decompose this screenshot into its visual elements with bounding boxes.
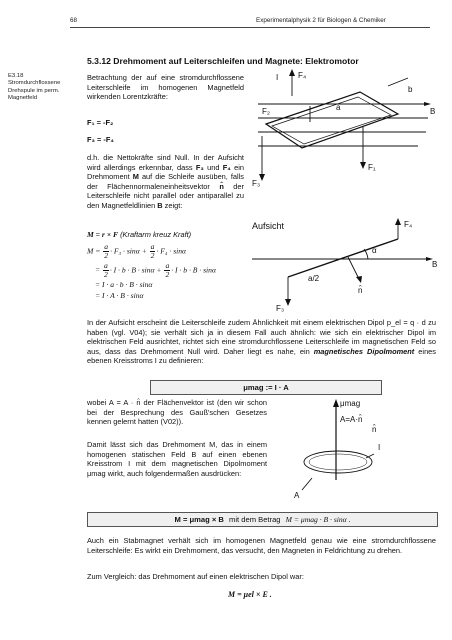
derivation-line-1 [87,243,216,260]
label-f4: F₄ [404,220,413,229]
net-force-paragraph [87,153,244,211]
torque-magnitude-formula: M = μmag · B · sinα . [285,515,351,524]
label-area-vector: A=A·n̂ [340,415,363,424]
frac-den: 2 [150,251,155,260]
magnetic-moment-box: μmag := I · A [150,380,382,395]
label-current: I [378,443,381,452]
m-symbol: M [132,172,139,182]
running-title: Experimentalphysik 2 für Biologen & Chemiker [256,17,386,24]
torque-box-text: mit dem Betrag [229,515,281,524]
surface-vector-paragraph: wobei A = A · n̂ der Flächenvektor ist (den wir schon bei der Besprechung des Gauß'schen Gesetzes kennen gelernt hatten (V02)). [87,398,267,427]
label-alpha: α [372,246,377,255]
eq-term: · I · b · B · sinα + [109,265,162,275]
text-run: In der Aufsicht erscheint die Leiterschleife zudem Ähnlichkeit mit einem elektrischen Dipol p_el = q · d zu haben (vgl. V04); sie verhält sich ja in diesem Fall auch ähnlich: wie sich ein elektrischer Dipol im elektrischen Feld ausrichtet, richtet sich eine stromdurchflossene Leiterschleife im magnetischen Feld so aus, dass das Drehmoment Null wird. Daher liegt es nahe, ein [87,318,436,356]
arrowhead [333,399,339,407]
frac-den: 2 [104,270,108,279]
label-field: B [432,260,438,269]
label-f3: F₃ [252,179,261,188]
force-equation-1: F₁ = -F₂ [87,118,114,127]
f3-symbol: F₃ [195,162,204,172]
frac-num: a [150,242,155,251]
top-view-figure [248,215,440,315]
text-run: eines ebenen Kreisstroms I zu definieren: [87,346,436,366]
header-rule [70,27,430,28]
intro-paragraph: Betrachtung der auf eine stromdurchflossene Leiterschleife im homogenen Magnetfeld wirkenden Lorentzkräfte: [87,73,244,102]
f4-symbol: F₄ [222,162,231,172]
n-hat-symbol: n̂ [219,181,224,191]
fraction [150,243,156,260]
eq-term: · F₃ · sinα + [110,246,147,256]
text-run: und [203,162,223,172]
dipole-paragraph [87,318,436,366]
fraction [103,262,109,279]
derivation-line-2 [87,262,216,279]
arrowhead [424,102,431,106]
torque-result-box [87,512,438,527]
derivation-line-3: = I · a · b · B · sinα [95,280,153,289]
conductor-loop [266,92,398,148]
derivation-line-4: = I · A · B · sinα [95,291,144,300]
page-number: 68 [70,17,78,24]
margin-note-number: E3.18 [8,73,24,79]
label-mu-mag: μmag [340,399,361,408]
label-f4: F₄ [298,71,307,80]
b-symbol: B [157,200,163,210]
label-current: I [276,73,279,82]
arrowhead [360,162,366,169]
derivation-block [87,243,216,301]
current-loop [304,451,372,473]
eq-term: · F₄ · sinα [156,246,187,256]
margin-note-line: Drehspule im perm. [8,87,60,94]
section-title: 5.3.12 Drehmoment auf Leiterschleifen und Magnete: Elektromotor [87,56,359,66]
emphasized-term: magnetisches Dipolmoment [313,346,415,356]
text-run: d.h. die Nettokräfte sind Null. In der Aufsicht wird allerdings erkennbar, dass [87,153,244,172]
torque-note: (Kraftarm kreuz Kraft) [120,230,192,239]
fraction [164,262,170,279]
loop-field-figure [248,66,440,190]
label-area: A [294,491,300,500]
label-b-side: b [408,85,413,94]
label-normal: n̂ [372,425,377,434]
eq-term: · I · b · B · sinα [171,265,216,275]
circular-current-figure [290,392,440,504]
top-view-title: Aufsicht [252,221,285,231]
loop-edge-view [288,239,398,277]
label-f2: F₂ [262,107,270,116]
arrowhead [285,299,291,306]
frac-den: 2 [104,251,109,260]
current-loop-inner [309,454,367,470]
arrowhead [395,218,401,225]
area-pointer [302,478,312,490]
label-normal: n̂ [358,286,363,295]
frac-num: a [104,261,108,270]
arrowhead [289,69,295,76]
torque-formula: M = r × F [87,230,119,239]
margin-note-line: Stromdurchflossene [8,80,61,87]
eq-lhs: M = [87,246,101,256]
arrowhead [356,276,362,283]
text-run: ein Drehmoment [87,162,245,182]
text-run: zeigt: [162,200,183,210]
frac-den: 2 [165,270,170,279]
label-f1: F₁ [368,163,376,172]
force-arrow [388,78,408,86]
torque-vector-formula: M = μmag × B [174,515,224,524]
torque-definition [87,230,191,240]
frac-num: a [165,261,170,270]
fraction [103,243,109,260]
comparison-paragraph: Zum Vergleich: das Drehmoment auf einen elektrischen Dipol war: [87,572,304,581]
bar-magnet-paragraph: Auch ein Stabmagnet verhält sich im homogenen Magnetfeld genau wie eine stromdurchflossene Leiterschleife: Es wirkt ein Drehmoment, das versucht, den Magneten in Feldrichtung zu drehen. [87,536,436,555]
force-equation-2: F₃ = -F₄ [87,135,114,144]
text-run: auf die Schleife ausüben, falls der Flächennormaleneinheitsvektor [87,172,245,191]
text-run: der Leiterschleife nicht parallel oder antiparallel zu den Magnetfeldlinien [87,181,244,210]
conclusion-paragraph: Damit lässt sich das Drehmoment M, das in einem homogenen statischen Feld B auf einen ebenen Kreisstrom I mit dem magnetischen Dipolmoment μmag wirkt, auch folgendermaßen ausdrücken: [87,440,267,478]
label-field: B [430,107,436,116]
margin-note-line: Magnetfeld [8,95,38,102]
electric-dipole-torque-formula: M = μel × E . [228,590,272,599]
label-half-a: a/2 [308,274,320,283]
label-a-side: a [336,103,341,112]
label-f3: F₃ [276,304,285,313]
eq-lhs: = [95,265,101,275]
margin-note [8,73,70,103]
frac-num: a [104,242,109,251]
